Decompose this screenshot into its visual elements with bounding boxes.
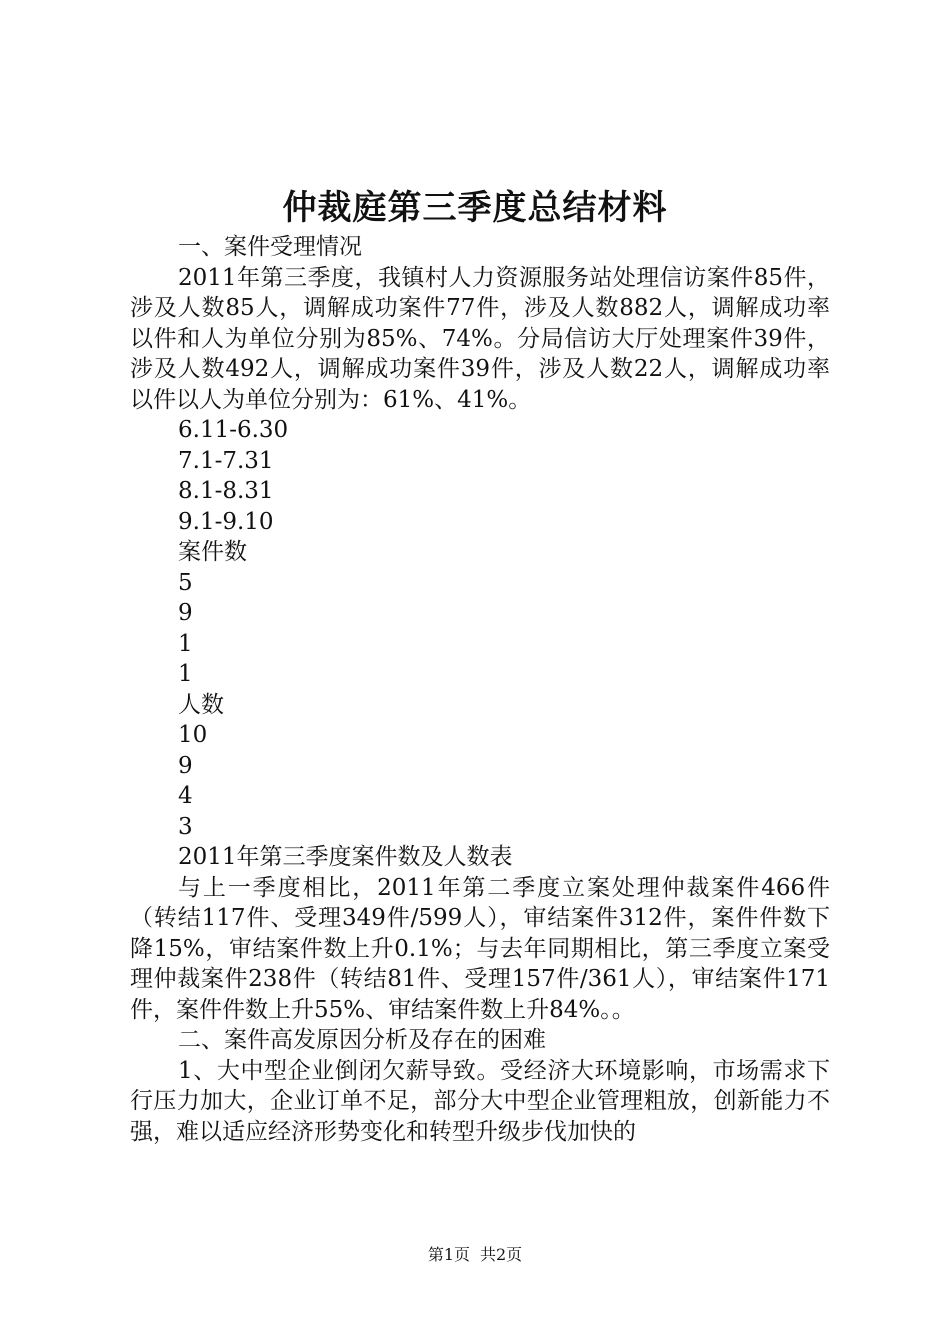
table-line: 人数	[178, 691, 224, 718]
table-lines	[130, 415, 830, 842]
table-line: 4	[178, 783, 193, 809]
table-line: 案件数	[178, 539, 247, 565]
table-line: 7.1-7.31	[178, 447, 274, 474]
section-heading-2: 二、案件高发原因分析及存在的困难	[178, 1027, 546, 1053]
table-line: 8.1-8.31	[178, 478, 274, 504]
page-total: 共2页	[480, 1245, 523, 1264]
document-body	[130, 232, 830, 1147]
page-number: 第1页	[427, 1245, 470, 1264]
table-line: 5	[178, 569, 193, 596]
table-line: 6.11-6.30	[178, 417, 289, 443]
section-heading-1: 一、案件受理情况	[178, 234, 362, 260]
paragraph-cause-analysis: 1、大中型企业倒闭欠薪导致。受经济大环境影响，市场需求下行压力加大，企业订单不足，部分大中型企业管理粗放，创新能力不强，难以适应经济形势变化和转型升级步伐加快的	[130, 1057, 830, 1145]
table-caption: 2011年第三季度案件数及人数表	[178, 844, 513, 870]
document-title: 仲裁庭第三季度总结材料	[282, 188, 668, 228]
table-line: 1	[178, 661, 193, 687]
table-line: 9	[178, 600, 193, 626]
table-line: 1	[178, 630, 193, 657]
paragraph-case-intake: 2011年第三季度，我镇村人力资源服务站处理信访案件85件，涉及人数85人，调解成功案件77件，涉及人数882人，调解成功率以件和人为单位分别为85%、74%。分局信访大厅处理案件39件，涉及人数492人，调解成功案件39件，涉及人数22人，调解成功率以件以人为单位分别为：61%、41%。	[130, 264, 830, 413]
page-footer	[0, 1244, 950, 1266]
paragraph-comparison: 与上一季度相比，2011年第二季度立案处理仲裁案件466件（转结117件、受理349件/599人），审结案件312件，案件件数下降15%，审结案件数上升0.1%；与去年同期相比，第三季度立案受理仲裁案件238件（转结81件、受理157件/361人），审结案件171件，案件件数上升55%、审结案件数上升84%。。	[130, 874, 830, 1023]
table-line: 9	[178, 752, 193, 779]
table-line: 9.1-9.10	[178, 508, 274, 535]
table-line: 10	[178, 722, 208, 748]
table-line: 3	[178, 813, 193, 840]
